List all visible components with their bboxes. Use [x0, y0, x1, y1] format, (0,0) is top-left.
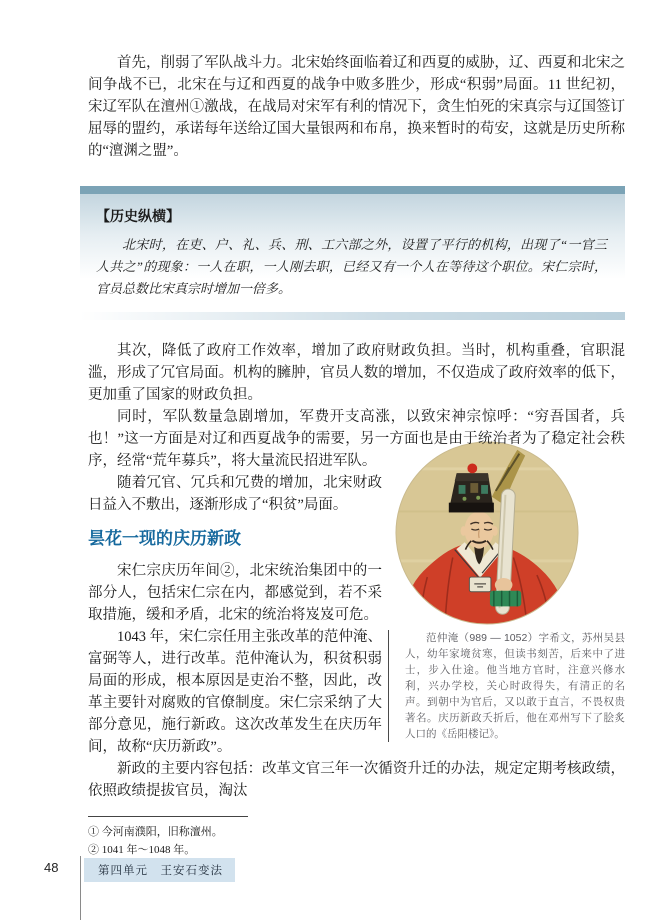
footnote-2: ② 1041 年～1048 年。	[88, 844, 196, 856]
box-text: 北宋时，在吏、户、礼、兵、刑、工六部之外，设置了平行的机构，出现了“一官三人共之”的现象：一人在职，一人刚去职，已经又有一个人在等待这个职位。宋仁宗时，官员总数比宋真宗时增加一倍多。	[96, 237, 607, 296]
paragraph-suizhe: 随着冗官、冗兵和冗费的增加，北宋财政日益入不敷出，逐渐形成了“积贫”局面。	[88, 475, 382, 513]
figure-caption: 范仲淹（989 — 1052）字希文，苏州吴县人，幼年家境贫寒，但读书刻苦，后来中了进士，步入仕途。他当地方官时，注意兴修水利，兴办学校，关心时政得失，有清正的名声。到朝中为官后，又以敢于直言，不畏权贵著名。庆历新政夭折后，他在邓州写下了脍炙人口的《岳阳楼记》。	[388, 630, 625, 742]
paragraph-tongshi: 同时，军队数量急剧增加，军费开支高涨，以致宋神宗惊呼：“穷吾国者，兵也！”这一方面是对辽和西夏战争的需要，另一方面也是由于统治者为了稳定社会秩序，经常“荒年募兵”，将大量流民招进军队。	[88, 409, 625, 469]
box-bottom-bar	[80, 312, 625, 320]
footer-unit-label: 第四单元 王安石变法	[84, 858, 235, 882]
paragraph-qici: 其次，降低了政府工作效率，增加了政府财政负担。当时，机构重叠，官职混滥，形成了冗官局面。机构的臃肿，官员人数的增加，不仅造成了政府效率的低下，更加重了国家的财政负担。	[88, 343, 625, 403]
footnotes-block	[88, 816, 625, 859]
paragraph-1043: 1043 年，宋仁宗任用主张改革的范仲淹、富弼等人，进行改革。范仲淹认为，积贫积弱局面的形成，根本原因是吏治不整，因此，改革主要针对腐败的官僚制度。宋仁宗采纳了大部分意见，施行新政。这次改革发生在庆历年间，故称“庆历新政”。	[88, 629, 382, 755]
footnote-1: ① 今河南濮阳，旧称澶州。	[88, 826, 223, 838]
box-title: 【历史纵横】	[96, 208, 180, 224]
box-top-bar	[80, 186, 625, 194]
paragraph-xinzheng: 新政的主要内容包括：改革文官三年一次循资升迁的办法，规定定期考核政绩，依照政绩提拔官员，淘汰	[88, 761, 625, 799]
box-body	[80, 194, 625, 312]
section-heading-qingli-xinzheng: 昙花一现的庆历新政	[88, 529, 241, 548]
paragraph-shouxian: 首先，削弱了军队战斗力。北宋始终面临着辽和西夏的威胁，辽、西夏和北宋之间争战不已，北宋在与辽和西夏的战争中败多胜少，形成“积弱”局面。11 世纪初，宋辽军队在澶州①激战，在战局对宋军有利的情况下，贪生怕死的宋真宗与辽国签订屈辱的盟约，承诺每年送给辽国大量银两和布帛，换来暂时的苟安，这就是历史所称的“澶渊之盟”。	[88, 55, 625, 159]
history-sidebar-box	[80, 186, 625, 320]
footer-vertical-rule	[80, 856, 81, 920]
footnote-divider	[88, 816, 248, 817]
fan-zhongyan-figure	[388, 440, 625, 742]
paragraph-songrenzong: 宋仁宗庆历年间②，北宋统治集团中的一部分人，包括宋仁宗在内，都感觉到，若不采取措施，缓和矛盾，北宋的统治将岌岌可危。	[88, 563, 382, 623]
page-number: 48	[44, 860, 59, 875]
fan-zhongyan-portrait-image	[394, 440, 580, 626]
